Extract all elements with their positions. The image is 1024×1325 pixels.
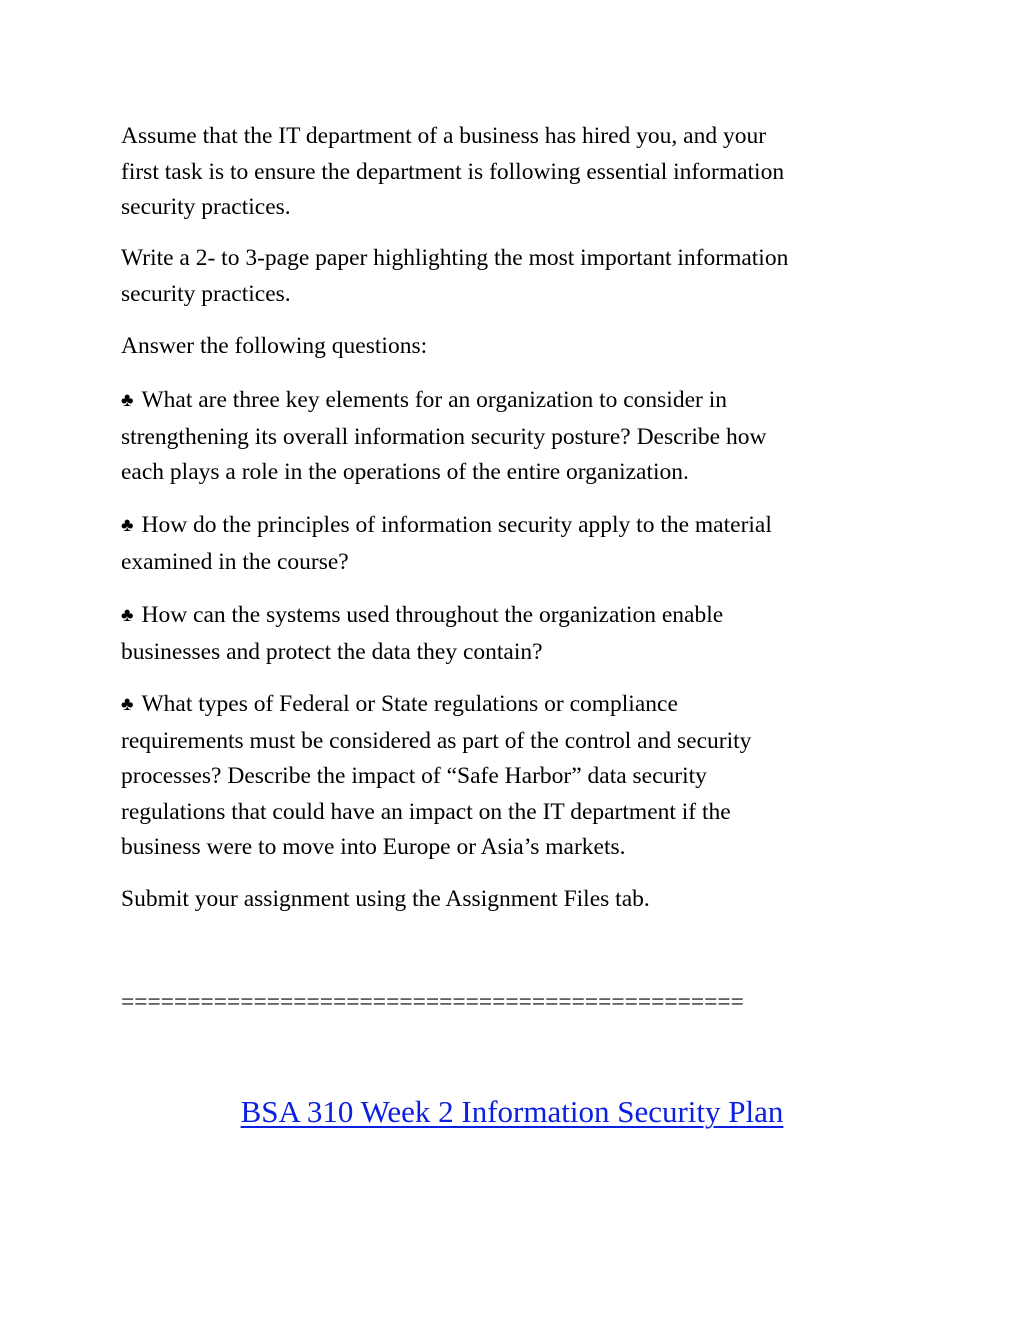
club-bullet-icon: ♣ (121, 515, 134, 536)
question-line: business were to move into Europe or Asia’s markets. (121, 834, 626, 860)
answer-prompt: Answer the following questions: (121, 333, 428, 359)
question-text: How do the principles of information security apply to the material (141, 512, 772, 538)
question-line: strengthening its overall information security posture? Describe how (121, 423, 767, 450)
next-assignment-link[interactable]: BSA 310 Week 2 Information Security Plan (240, 1094, 784, 1129)
task-line: Write a 2- to 3-page paper highlighting the most important information (121, 245, 789, 271)
question-item (121, 508, 901, 580)
question-item (121, 687, 901, 866)
question-line: processes? Describe the impact of “Safe Harbor” data security (121, 763, 707, 789)
question-line: businesses and protect the data they contain? (121, 638, 543, 665)
question-line (121, 383, 901, 420)
question-text: What are three key elements for an organization to consider in (141, 387, 727, 413)
club-bullet-icon: ♣ (121, 390, 134, 411)
question-line: regulations that could have an impact on the IT department if the (121, 798, 731, 825)
intro-line: security practices. (121, 194, 291, 220)
submit-instruction: Submit your assignment using the Assignment Files tab. (121, 886, 650, 912)
question-text: What types of Federal or State regulations or compliance (141, 691, 678, 717)
next-title (0, 1092, 1024, 1132)
question-line (121, 687, 901, 724)
section-divider: =============================================== (121, 989, 744, 1015)
question-line: requirements must be considered as part of the control and security (121, 727, 752, 754)
question-item (121, 383, 901, 491)
intro-line: first task is to ensure the department is following essential information (121, 158, 785, 185)
question-line (121, 508, 901, 545)
question-item (121, 598, 901, 670)
club-bullet-icon: ♣ (121, 694, 134, 715)
question-text: How can the systems used throughout the organization enable (141, 602, 724, 628)
task-line: security practices. (121, 280, 291, 307)
task-paragraph (121, 241, 901, 312)
question-line: each plays a role in the operations of the entire organization. (121, 459, 689, 485)
question-line: examined in the course? (121, 548, 349, 575)
club-bullet-icon: ♣ (121, 605, 134, 626)
intro-line: Assume that the IT department of a business has hired you, and your (121, 123, 767, 149)
intro-paragraph (121, 119, 901, 226)
question-line (121, 598, 901, 635)
